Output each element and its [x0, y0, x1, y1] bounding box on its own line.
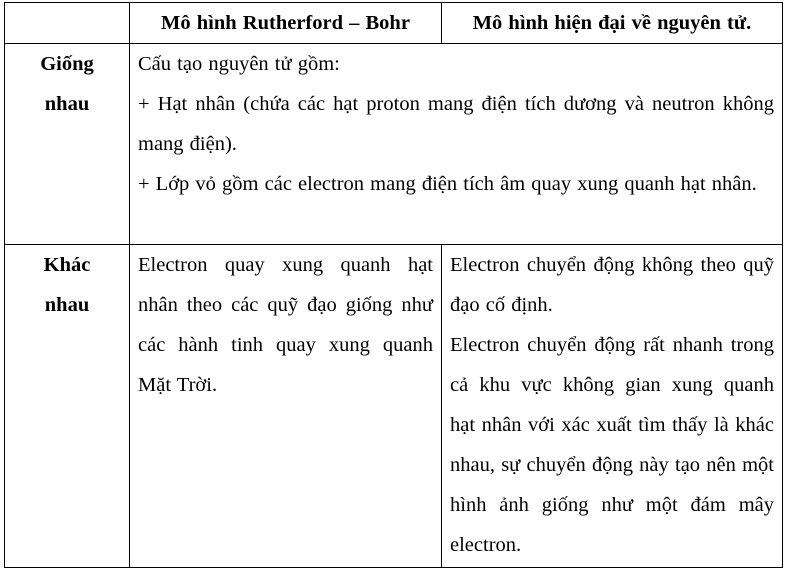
similarities-label-line1: Giống [40, 53, 94, 75]
rutherford-bohr-text: Electron quay xung quanh hạt nhân theo các quỹ đạo giống như các hành tinh quay xung quanh Mặt Trời. [138, 254, 433, 396]
similarities-content [130, 44, 783, 245]
similarities-label [5, 44, 130, 245]
header-rutherford-bohr: Mô hình Rutherford – Bohr [130, 3, 442, 44]
modern-model-text-2: Electron chuyển động rất nhanh trong cả khu vực không gian xung quanh hạt nhân với xác xuất tìm thấy là khác nhau, sự chuyển động này tạo nên một hình ảnh giống như một đám mây electron. [450, 334, 774, 556]
modern-model-text-1: Electron chuyển động không theo quỹ đạo cố định. [450, 254, 774, 316]
comparison-table [4, 2, 783, 568]
similarities-label-line2: nhau [44, 93, 90, 115]
differences-label-line1: Khác [43, 254, 91, 276]
similarities-intro: Cấu tạo nguyên tử gồm: [138, 53, 340, 75]
header-modern-model: Mô hình hiện đại về nguyên tử. [442, 3, 783, 44]
differences-label-line2: nhau [44, 294, 90, 316]
similarities-row [5, 44, 783, 245]
differences-modern-model [442, 245, 783, 568]
differences-rutherford-bohr [130, 245, 442, 568]
differences-row [5, 245, 783, 568]
similarities-shell: + Lớp vỏ gồm các electron mang điện tích âm quay xung quanh hạt nhân. [138, 173, 757, 195]
header-row [5, 3, 783, 44]
differences-label [5, 245, 130, 568]
similarities-nucleus: + Hạt nhân (chứa các hạt proton mang điện tích dương và neutron không mang điện). [138, 93, 774, 155]
header-corner [5, 3, 130, 44]
